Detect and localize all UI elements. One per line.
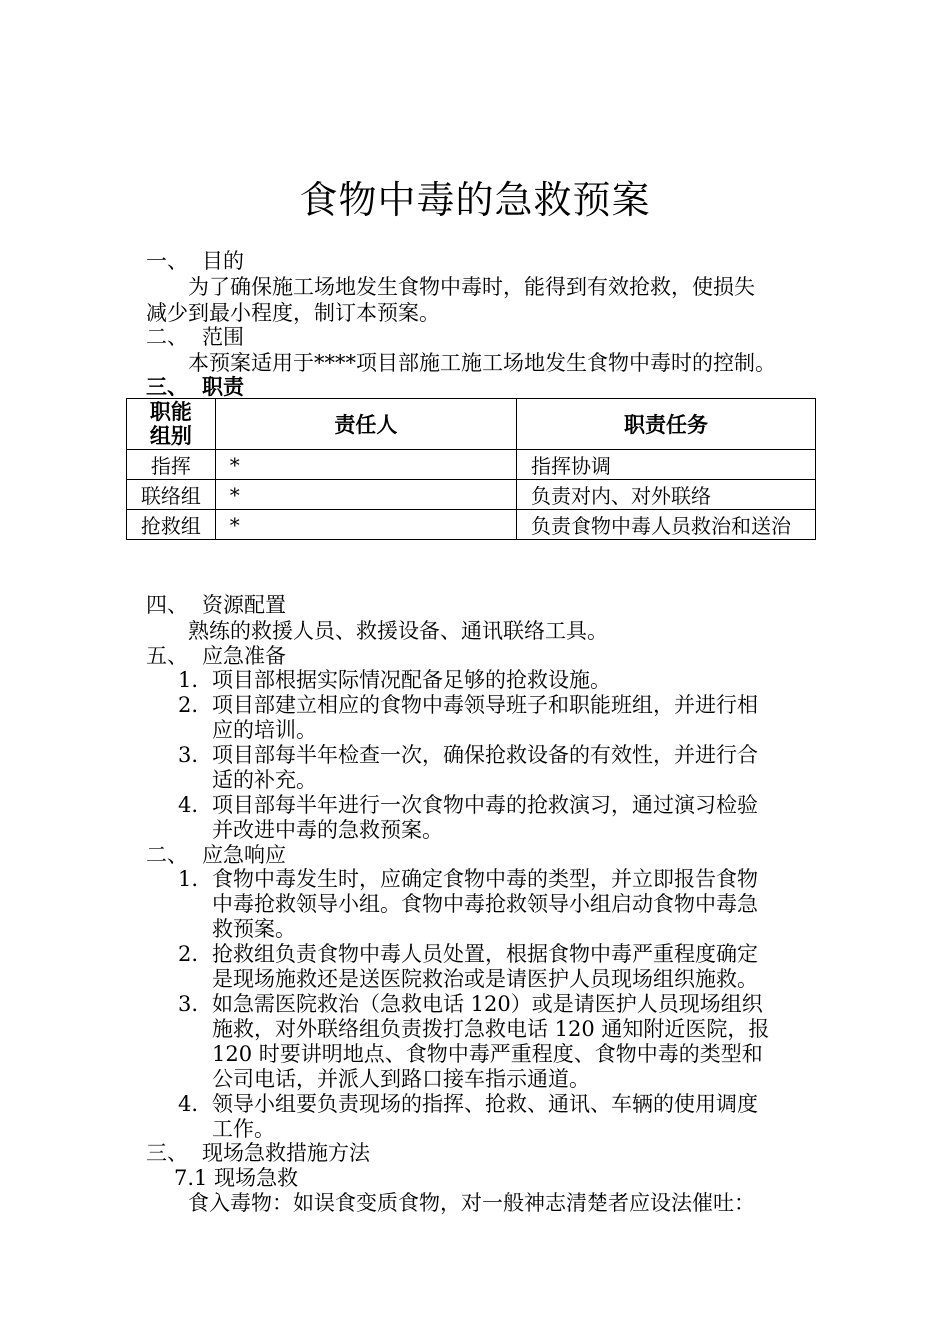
header-person: 责任人 bbox=[215, 399, 516, 450]
item-line: 是现场施救还是送医院救治或是请医护人员现场组织施救。 bbox=[212, 967, 758, 991]
item-number: 3. bbox=[178, 992, 199, 1016]
section-title: 目的 bbox=[202, 249, 244, 273]
item-line: 应的培训。 bbox=[212, 718, 317, 742]
item-line: 项目部每半年进行一次食物中毒的抢救演习，通过演习检验 bbox=[212, 793, 758, 817]
section-title: 资源配置 bbox=[202, 593, 286, 617]
resources-text: 熟练的救援人员、救援设备、通讯联络工具。 bbox=[188, 619, 608, 643]
cell-person: * bbox=[215, 450, 516, 480]
section-number: 三、 bbox=[146, 1141, 188, 1165]
list-item bbox=[172, 668, 812, 693]
cell-group: 抢救组 bbox=[127, 510, 216, 540]
item-line: 如急需医院救治（急救电话 120）或是请医护人员现场组织 bbox=[212, 992, 763, 1016]
list-item bbox=[172, 992, 812, 1092]
preparation-list bbox=[172, 668, 812, 843]
section-number: 一、 bbox=[146, 249, 188, 273]
item-number: 4. bbox=[178, 1092, 199, 1116]
subsection-title: 7.1 现场急救 bbox=[174, 1166, 299, 1190]
purpose-text-line2: 减少到最小程度，制订本预案。 bbox=[146, 301, 440, 325]
section-number: 五、 bbox=[146, 644, 188, 668]
cell-task: 指挥协调 bbox=[517, 450, 816, 480]
item-number: 3. bbox=[178, 743, 199, 767]
section-resources-heading bbox=[146, 592, 286, 618]
document-title: 食物中毒的急救预案 bbox=[299, 178, 651, 222]
section-title: 应急响应 bbox=[202, 843, 286, 867]
table-row bbox=[127, 450, 816, 480]
section-title: 范围 bbox=[202, 325, 244, 349]
item-line: 抢救组负责食物中毒人员处置，根据食物中毒严重程度确定 bbox=[212, 942, 758, 966]
item-line: 食物中毒发生时，应确定食物中毒的类型，并立即报告食物 bbox=[212, 867, 758, 891]
purpose-text-line1: 为了确保施工场地发生食物中毒时，能得到有效抢救，使损失 bbox=[188, 275, 755, 299]
section-purpose-heading bbox=[146, 248, 244, 274]
section-preparation-heading bbox=[146, 643, 286, 669]
cell-task: 负责食物中毒人员救治和送治 bbox=[517, 510, 816, 540]
item-line: 领导小组要负责现场的指挥、抢救、通讯、车辆的使用调度 bbox=[212, 1092, 758, 1116]
item-number: 2. bbox=[178, 693, 199, 717]
section-firstaid-heading bbox=[146, 1140, 370, 1166]
header-group bbox=[127, 399, 216, 450]
table-row bbox=[127, 510, 816, 540]
section-response-heading bbox=[146, 842, 286, 868]
item-number: 4. bbox=[178, 793, 199, 817]
section-duty-heading bbox=[146, 374, 244, 400]
header-group-line2: 组别 bbox=[149, 423, 192, 448]
item-number: 1. bbox=[178, 867, 199, 891]
list-item bbox=[172, 942, 812, 992]
item-line: 项目部根据实际情况配备足够的抢救设施。 bbox=[212, 668, 611, 692]
cell-group: 联络组 bbox=[127, 480, 216, 510]
item-line: 120 时要讲明地点、食物中毒严重程度、食物中毒的类型和 bbox=[212, 1042, 763, 1066]
item-number: 2. bbox=[178, 942, 199, 966]
item-line: 公司电话，并派人到路口接车指示通道。 bbox=[212, 1067, 590, 1091]
item-number: 1. bbox=[178, 668, 199, 692]
list-item bbox=[172, 867, 812, 942]
section-title: 应急准备 bbox=[202, 644, 286, 668]
list-item bbox=[172, 793, 812, 843]
section-title: 职责 bbox=[202, 374, 244, 399]
header-group-line1: 职能 bbox=[149, 399, 192, 424]
item-line: 施救，对外联络组负责拨打急救电话 120 通知附近医院，报 bbox=[212, 1017, 770, 1041]
item-line: 并改进中毒的急救预案。 bbox=[212, 818, 443, 842]
section-number: 二、 bbox=[146, 843, 188, 867]
section-number: 二、 bbox=[146, 325, 188, 349]
cell-task: 负责对内、对外联络 bbox=[517, 480, 816, 510]
duty-table bbox=[126, 398, 816, 540]
item-line: 救预案。 bbox=[212, 917, 296, 941]
scope-text: 本预案适用于****项目部施工施工场地发生食物中毒时的控制。 bbox=[188, 351, 776, 375]
section-number: 四、 bbox=[146, 593, 188, 617]
section-scope-heading bbox=[146, 324, 244, 350]
section-number: 三、 bbox=[146, 374, 188, 399]
item-line: 工作。 bbox=[212, 1117, 275, 1141]
section-title: 现场急救措施方法 bbox=[202, 1141, 370, 1165]
item-line: 项目部每半年检查一次，确保抢救设备的有效性，并进行合 bbox=[212, 743, 758, 767]
firstaid-text: 食入毒物：如误食变质食物，对一般神志清楚者应设法催吐： bbox=[188, 1191, 755, 1215]
list-item bbox=[172, 743, 812, 793]
item-line: 适的补充。 bbox=[212, 768, 317, 792]
list-item bbox=[172, 1092, 812, 1142]
list-item bbox=[172, 693, 812, 743]
cell-person: * bbox=[215, 480, 516, 510]
cell-person: * bbox=[215, 510, 516, 540]
table-header-row bbox=[127, 399, 816, 450]
response-list bbox=[172, 867, 812, 1142]
item-line: 中毒抢救领导小组。食物中毒抢救领导小组启动食物中毒急 bbox=[212, 892, 758, 916]
cell-group: 指挥 bbox=[127, 450, 216, 480]
table-row bbox=[127, 480, 816, 510]
header-task: 职责任务 bbox=[517, 399, 816, 450]
item-line: 项目部建立相应的食物中毒领导班子和职能班组，并进行相 bbox=[212, 693, 758, 717]
